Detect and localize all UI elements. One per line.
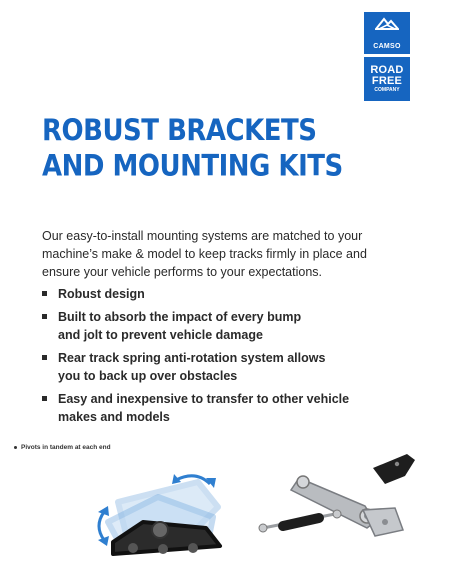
bullet-icon <box>14 446 17 449</box>
feature-text: Robust design <box>58 287 145 301</box>
rotate-arrow-icon-left <box>99 512 104 540</box>
plate-bracket <box>363 508 403 536</box>
feature-text: Rear track spring anti-rotation system allows <box>58 351 326 365</box>
feature-text: Easy and inexpensive to transfer to other vehicle <box>58 392 350 406</box>
bullet-icon <box>42 355 47 360</box>
title-line-1: ROBUST BRACKETS <box>42 114 317 148</box>
bullet-icon <box>42 396 47 401</box>
camso-logo-text: CAMSO <box>373 43 401 50</box>
feature-item <box>42 308 412 344</box>
camso-mark-icon <box>375 16 399 32</box>
mounting-bracket-illustration <box>255 450 425 545</box>
bullet-icon <box>42 314 47 319</box>
feature-text: and jolt to prevent vehicle damage <box>58 328 263 342</box>
road-free-line3: COMPANY <box>374 87 400 93</box>
bullet-icon <box>42 291 47 296</box>
page-title <box>42 113 382 185</box>
feature-text: you to back up over obstacles <box>58 369 238 383</box>
feature-item <box>42 349 412 385</box>
caption-text: Pivots in tandem at each end <box>21 444 111 451</box>
black-bracket <box>373 454 415 484</box>
road-free-company-logo <box>364 57 410 101</box>
track-pivot-illustration <box>88 462 238 572</box>
feature-item <box>42 390 412 426</box>
feature-item <box>42 285 412 303</box>
road-free-line2: FREE <box>371 75 403 87</box>
feature-text: makes and models <box>58 410 170 424</box>
road-free-line1: ROAD <box>370 64 404 76</box>
intro-paragraph: Our easy-to-install mounting systems are matched to your machine’s make & model to keep tracks firmly in place and ensure your vehicle performs to your expectations. <box>42 229 367 279</box>
feature-list <box>42 285 412 431</box>
feature-text: Built to absorb the impact of every bump <box>58 310 302 324</box>
title-line-2: AND MOUNTING KITS <box>42 149 343 184</box>
camso-logo <box>364 12 410 54</box>
spring-rod <box>259 510 341 532</box>
image-caption <box>14 444 111 451</box>
